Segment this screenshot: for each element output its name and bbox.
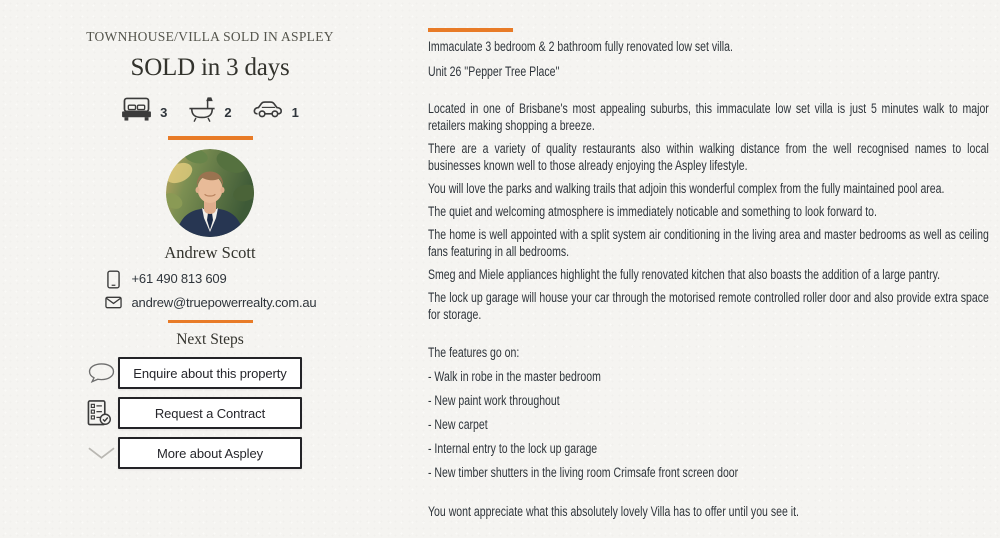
car-icon (253, 99, 284, 125)
agent-photo (166, 149, 254, 237)
feature-item: - New carpet (428, 417, 488, 432)
description-paragraph: You will love the parks and walking trails that adjoin this wonderful complex from the fully maintained pool area. (428, 181, 945, 196)
description-paragraph: The quiet and welcoming atmosphere is immediately noticable and something to look forward to. (428, 204, 877, 219)
description-paragraph: The lock up garage will house your car through the motorised remote controlled roller door and also provide extra space for storage. (428, 290, 989, 322)
contract-checklist-icon (87, 400, 112, 427)
more-about-aspley-button[interactable]: More about Aspley (118, 437, 302, 469)
contract-action-row (118, 397, 302, 429)
bath-icon (188, 96, 216, 129)
orange-top-bar (428, 28, 513, 32)
bedrooms-stat (121, 97, 167, 127)
enquire-action-row (118, 357, 302, 389)
agent-email-row (104, 294, 317, 312)
feature-item: - New timber shutters in the living room Crimsafe front screen door (428, 465, 739, 480)
property-sidebar (0, 0, 420, 538)
listing-status-heading: TOWNHOUSE/VILLA SOLD IN ASPLEY (86, 29, 334, 44)
agent-phone-row (104, 270, 227, 289)
car-spaces-count: 1 (291, 104, 299, 120)
sold-headline: SOLD in 3 days (130, 54, 290, 81)
unit-name-line: Unit 26 ''Pepper Tree Place'' (428, 64, 560, 79)
request-contract-button[interactable]: Request a Contract (118, 397, 302, 429)
agent-name: Andrew Scott (164, 242, 256, 262)
intro-summary-line: Immaculate 3 bedroom & 2 bathroom fully renovated low set villa. (428, 39, 733, 54)
car-spaces-stat (253, 99, 299, 125)
next-steps-heading: Next Steps (176, 331, 244, 348)
next-steps-actions (118, 357, 302, 469)
property-description-column (428, 0, 989, 520)
description-paragraph: There are a variety of quality restaurants also within walking distance from the well recognised names to local businesses known well to those already enjoying the Aspley lifestyle. (428, 141, 989, 173)
closing-line: You wont appreciate what this absolutely lovely Villa has to offer until you see it. (428, 504, 799, 519)
features-title: The features go on: (428, 345, 520, 360)
description-paragraph: The home is well appointed with a split system air conditioning in the living area and master bedrooms as well as ceiling fans featuring in all bedrooms. (428, 227, 989, 259)
description-paragraph: Located in one of Brisbane's most appealing suburbs, this immaculate low set villa is just 5 minutes walk to major retailers making shopping a breeze. (428, 101, 989, 133)
property-stats (121, 98, 299, 126)
features-list (428, 344, 989, 481)
feature-item: - New paint work throughout (428, 393, 560, 408)
mobile-phone-icon (104, 270, 123, 289)
bedrooms-count: 3 (160, 104, 168, 120)
orange-divider (168, 136, 253, 140)
description-paragraphs (428, 100, 989, 323)
feature-item: - Walk in robe in the master bedroom (428, 369, 601, 384)
chevron-down-icon (87, 446, 116, 460)
bathrooms-stat (188, 96, 231, 129)
enquire-button[interactable]: Enquire about this property (118, 357, 302, 389)
bathrooms-count: 2 (224, 104, 232, 120)
description-paragraph: Smeg and Miele appliances highlight the fully renovated kitchen that also boasts the addition of a large pantry. (428, 267, 941, 282)
email-icon (104, 296, 123, 309)
more-action-row (118, 437, 302, 469)
agent-phone-number: +61 490 813 609 (131, 271, 227, 286)
agent-contact (104, 270, 317, 312)
feature-item: - Internal entry to the lock up garage (428, 441, 598, 456)
agent-email-address: andrew@truepowerrealty.com.au (131, 294, 317, 310)
speech-bubble-icon (87, 362, 116, 385)
bed-icon (121, 97, 152, 127)
orange-divider (168, 320, 253, 324)
listing-intro (428, 38, 989, 80)
